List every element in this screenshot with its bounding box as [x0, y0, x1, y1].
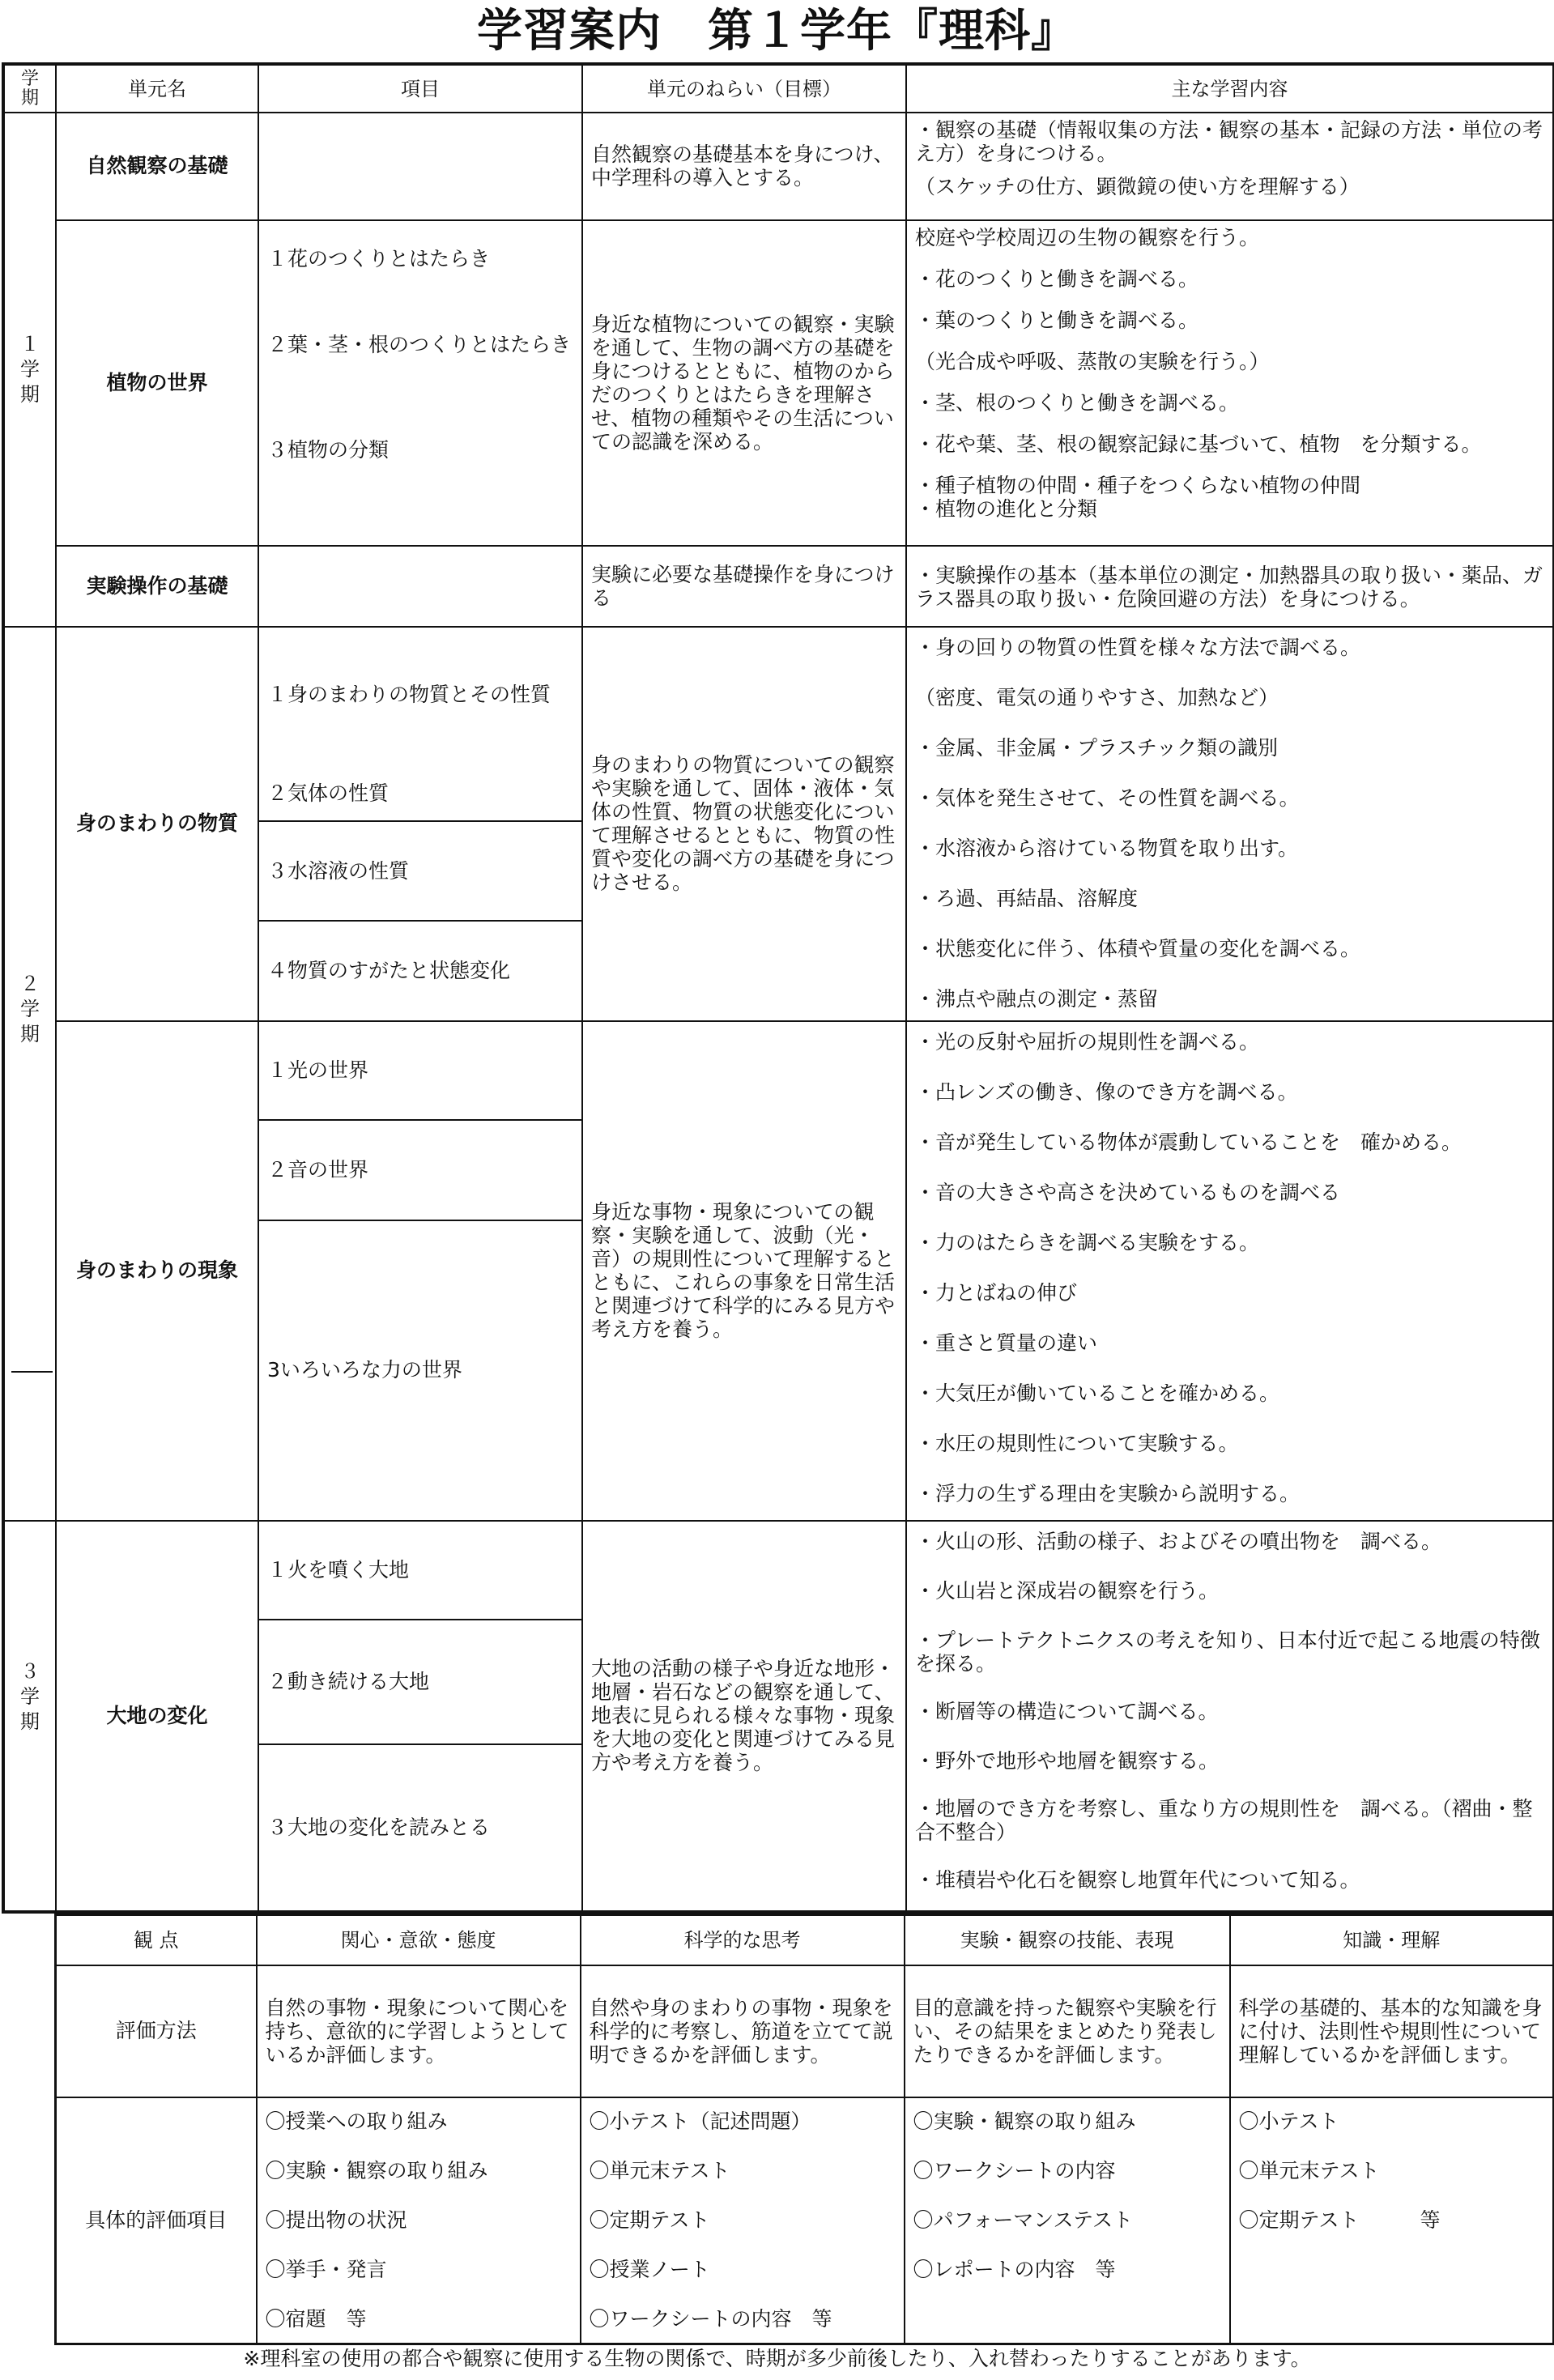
term-2-cell [3, 627, 56, 1521]
unit-row-substances [3, 627, 1554, 822]
unit-contents [906, 113, 1554, 219]
content-line: ・金属、非金属・プラスチック類の識別 [915, 735, 1279, 760]
item-cell-empty [258, 113, 582, 219]
unit-aim: 大地の活動の様子や身近な地形・地層・岩石などの観察を通して、地表に見られる様々な事物・現象を大地の変化と関連づけてみる見方や考え方を養う。 [582, 1521, 906, 1912]
content-line: ・気体を発生させて、その性質を調べる。 [915, 786, 1300, 810]
content-line: ・大気圧が働いていることを確かめる。 [915, 1382, 1280, 1406]
content-line: ・水圧の規則性について実験する。 [915, 1432, 1239, 1456]
eval-item: 〇ワークシートの内容 等 [589, 2306, 832, 2331]
eval-column-knowledge: 知識・理解 [1230, 1915, 1554, 1965]
content-line: ・花や葉、茎、根の観察記録に基づいて、植物 を分類する。 [915, 432, 1482, 456]
eval-items-row [56, 2097, 1554, 2344]
content-line: （スケッチの仕方、顕微鏡の使い方を理解する） [915, 175, 1360, 199]
header-contents: 主な学習内容 [906, 64, 1554, 113]
unit-contents [906, 1521, 1554, 1912]
header-aim: 単元のねらい（目標） [582, 64, 906, 113]
eval-items-cell [1230, 2097, 1554, 2344]
content-line: ・茎、根のつくりと働きを調べる。 [915, 390, 1240, 415]
content-line: 校庭や学校周辺の生物の観察を行う。 [915, 225, 1260, 249]
unit-aim: 身近な事物・現象についての観察・実験を通して、波動（光・音）の規則性について理解するとともに、これらの事象を日常生活と関連づけて科学的にみる見方や考え方を養う。 [582, 1021, 906, 1521]
item-cell: ３大地の変化を読みとる [258, 1744, 582, 1912]
content-line: ・音が発生している物体が震動していることを 確かめる。 [915, 1130, 1462, 1155]
eval-item: 〇実験・観察の取り組み [913, 2109, 1136, 2133]
content-line: ・植物の進化と分類 [915, 496, 1098, 521]
eval-column-thinking: 科学的な思考 [581, 1915, 905, 1965]
item-cell: ２動き続ける大地 [258, 1620, 582, 1744]
eval-method-label: 評価方法 [56, 1965, 257, 2097]
unit-row-natural-observation [3, 113, 1554, 219]
content-line: ・沸点や融点の測定・蒸留 [915, 986, 1159, 1011]
header-term [3, 64, 56, 113]
item-cell: ３水溶液の性質 [258, 821, 582, 920]
item-cell: ４物質のすがたと状態変化 [258, 921, 582, 1021]
unit-name: 身のまわりの物質 [56, 627, 258, 1021]
content-line: ・光の反射や屈折の規則性を調べる。 [915, 1030, 1260, 1054]
footnote: ※理科室の使用の都合や観察に使用する生物の関係で、時期が多少前後したり、入れ替わったりすることがあります。 [243, 2347, 1311, 2370]
eval-item: 〇ワークシートの内容 [913, 2158, 1116, 2182]
content-line: ・身の回りの物質の性質を様々な方法で調べる。 [915, 635, 1361, 659]
eval-item: 〇定期テスト [589, 2208, 710, 2232]
content-line: ・力のはたらきを調べる実験をする。 [915, 1231, 1260, 1255]
eval-item: 〇パフォーマンステスト [913, 2208, 1134, 2232]
eval-method-text: 科学の基礎的、基本的な知識を身に付け、法則性や規則性について理解しているかを評価します。 [1230, 1965, 1554, 2097]
content-line: ・野外で地形や地層を観察する。 [915, 1748, 1220, 1773]
eval-items-label: 具体的評価項目 [56, 2097, 257, 2344]
eval-item: 〇レポートの内容 等 [913, 2257, 1116, 2281]
content-line: ・火山の形、活動の様子、およびその噴出物を 調べる。 [915, 1529, 1442, 1553]
content-line: ・花のつくりと働きを調べる。 [915, 266, 1199, 291]
unit-row-earth [3, 1521, 1554, 1620]
item-text: ３植物の分類 [267, 437, 390, 462]
unit-name: 大地の変化 [56, 1521, 258, 1912]
curriculum-table [2, 62, 1554, 1914]
eval-column-interest: 関心・意欲・態度 [257, 1915, 581, 1965]
term-1-label: １ 学 期 [20, 332, 40, 406]
term-1-cell [3, 113, 56, 627]
content-line: ・水溶液から溶けている物質を取り出す。 [915, 836, 1299, 860]
content-line: ・観察の基礎（情報収集の方法・観察の基本・記録の方法・単位の考え方）を身につける。 [915, 118, 1543, 166]
eval-header-label: 観 点 [56, 1915, 257, 1965]
item-cell: ２音の世界 [258, 1120, 582, 1220]
item-cell-empty [258, 546, 582, 627]
content-line: ・堆積岩や化石を観察し地質年代について知る。 [915, 1867, 1360, 1892]
content-line: ・音の大きさや高さを決めているものを調べる [915, 1181, 1341, 1205]
eval-header-row [56, 1915, 1554, 1965]
content-line: ・重さと質量の違い [915, 1331, 1098, 1356]
eval-item: 〇単元末テスト [1238, 2158, 1380, 2182]
unit-contents [906, 627, 1554, 1021]
unit-aim: 身のまわりの物質についての観察や実験を通して、固体・液体・気体の性質、物質の状態変化について理解させるとともに、物質の性質や変化の調べ方の基礎を身につけさせる。 [582, 627, 906, 1021]
content-line: ・状態変化に伴う、体積や質量の変化を調べる。 [915, 936, 1361, 960]
eval-items-cell [257, 2097, 581, 2344]
eval-item: 〇定期テスト 等 [1238, 2208, 1441, 2232]
unit-contents [906, 1021, 1554, 1521]
item-text: ２気体の性質 [267, 781, 390, 805]
content-line: ・浮力の生ずる理由を実験から説明する。 [915, 1482, 1301, 1506]
unit-contents [906, 546, 1554, 627]
content-line: ・実験操作の基本（基本単位の測定・加熱器具の取り扱い・薬品、ガラス器具の取り扱い・危険回避の方法）を身につける。 [915, 563, 1543, 611]
unit-aim: 身近な植物についての観察・実験を通して、生物の調べ方の基礎を身につけるとともに、植物のからだのつくりとはたらきを理解させ、植物の種類やその生活についての認識を深める。 [582, 220, 906, 546]
unit-row-phenomena [3, 1021, 1554, 1120]
content-line: （光合成や呼吸、蒸散の実験を行う。） [915, 349, 1270, 373]
eval-item: 〇小テスト（記述問題） [589, 2109, 811, 2133]
term-3-label: ３ 学 期 [20, 1659, 40, 1733]
header-item: 項目 [258, 64, 582, 113]
unit-aim: 自然観察の基礎基本を身につけ、中学理科の導入とする。 [582, 113, 906, 219]
content-line: ・種子植物の仲間・種子をつくらない植物の仲間 [915, 473, 1361, 497]
item-text: １花のつくりとはたらき [267, 246, 491, 270]
unit-name: 実験操作の基礎 [56, 546, 258, 627]
eval-item: 〇単元末テスト [589, 2158, 730, 2182]
item-text: ２葉・茎・根のつくりとはたらき [267, 332, 572, 356]
unit-contents [906, 220, 1554, 546]
eval-column-skills: 実験・観察の技能、表現 [905, 1915, 1230, 1965]
term-3-cell [3, 1521, 56, 1912]
document-title: 学習案内 第１学年『理科』 [477, 5, 1077, 57]
content-line: ・断層等の構造について調べる。 [915, 1699, 1219, 1723]
item-cell: １火を噴く大地 [258, 1521, 582, 1620]
eval-method-text: 目的意識を持った観察や実験を行い、その結果をまとめたり発表したりできるかを評価します。 [905, 1965, 1230, 2097]
content-line: ・葉のつくりと働きを調べる。 [915, 308, 1199, 332]
content-line: ・プレートテクトニクスの考えを知り、日本付近で起こる地震の特徴を探る。 [915, 1628, 1540, 1675]
table-header-row [3, 64, 1554, 113]
item-text: １身のまわりの物質とその性質 [267, 682, 551, 706]
item-cell: １光の世界 [258, 1021, 582, 1120]
eval-method-row [56, 1965, 1554, 2097]
unit-name: 植物の世界 [56, 220, 258, 546]
evaluation-table [54, 1914, 1554, 2345]
eval-item: 〇宿題 等 [265, 2306, 367, 2331]
header-term-text: 学 期 [20, 68, 39, 109]
eval-item: 〇挙手・発言 [265, 2257, 387, 2281]
eval-items-cell [581, 2097, 905, 2344]
unit-row-lab-basics [3, 546, 1554, 627]
unit-row-plants [3, 220, 1554, 546]
header-unit: 単元名 [56, 64, 258, 113]
eval-item: 〇授業への取り組み [265, 2109, 448, 2133]
eval-item: 〇小テスト [1238, 2109, 1339, 2133]
content-line: ・凸レンズの働き、像のでき方を調べる。 [915, 1080, 1298, 1105]
content-line: ・ろ過、再結晶、溶解度 [915, 886, 1139, 910]
term-2-label: ２ 学 期 [20, 972, 40, 1045]
item-cell [258, 627, 582, 822]
eval-method-text: 自然の事物・現象について関心を持ち、意欲的に学習しようとしているか評価します。 [257, 1965, 581, 2097]
item-cell: 3いろいろな力の世界 [258, 1220, 582, 1521]
content-line: ・火山岩と深成岩の観察を行う。 [915, 1578, 1220, 1603]
item-cell [258, 220, 582, 546]
eval-items-cell [905, 2097, 1230, 2344]
eval-method-text: 自然や身のまわりの事物・現象を科学的に考察し、筋道を立てて説明できるかを評価します。 [581, 1965, 905, 2097]
content-line: ・地層のでき方を考察し、重なり方の規則性を 調べる。（褶曲・整合不整合） [915, 1796, 1533, 1844]
unit-name: 身のまわりの現象 [56, 1021, 258, 1521]
eval-item: 〇提出物の状況 [265, 2208, 407, 2232]
eval-item: 〇授業ノート [589, 2257, 710, 2281]
content-line: ・力とばねの伸び [915, 1281, 1078, 1305]
term-divider [11, 1371, 53, 1373]
content-line: （密度、電気の通りやすさ、加熱など） [915, 685, 1279, 709]
unit-name: 自然観察の基礎 [56, 113, 258, 219]
eval-item: 〇実験・観察の取り組み [265, 2158, 488, 2182]
unit-aim: 実験に必要な基礎操作を身につける [582, 546, 906, 627]
